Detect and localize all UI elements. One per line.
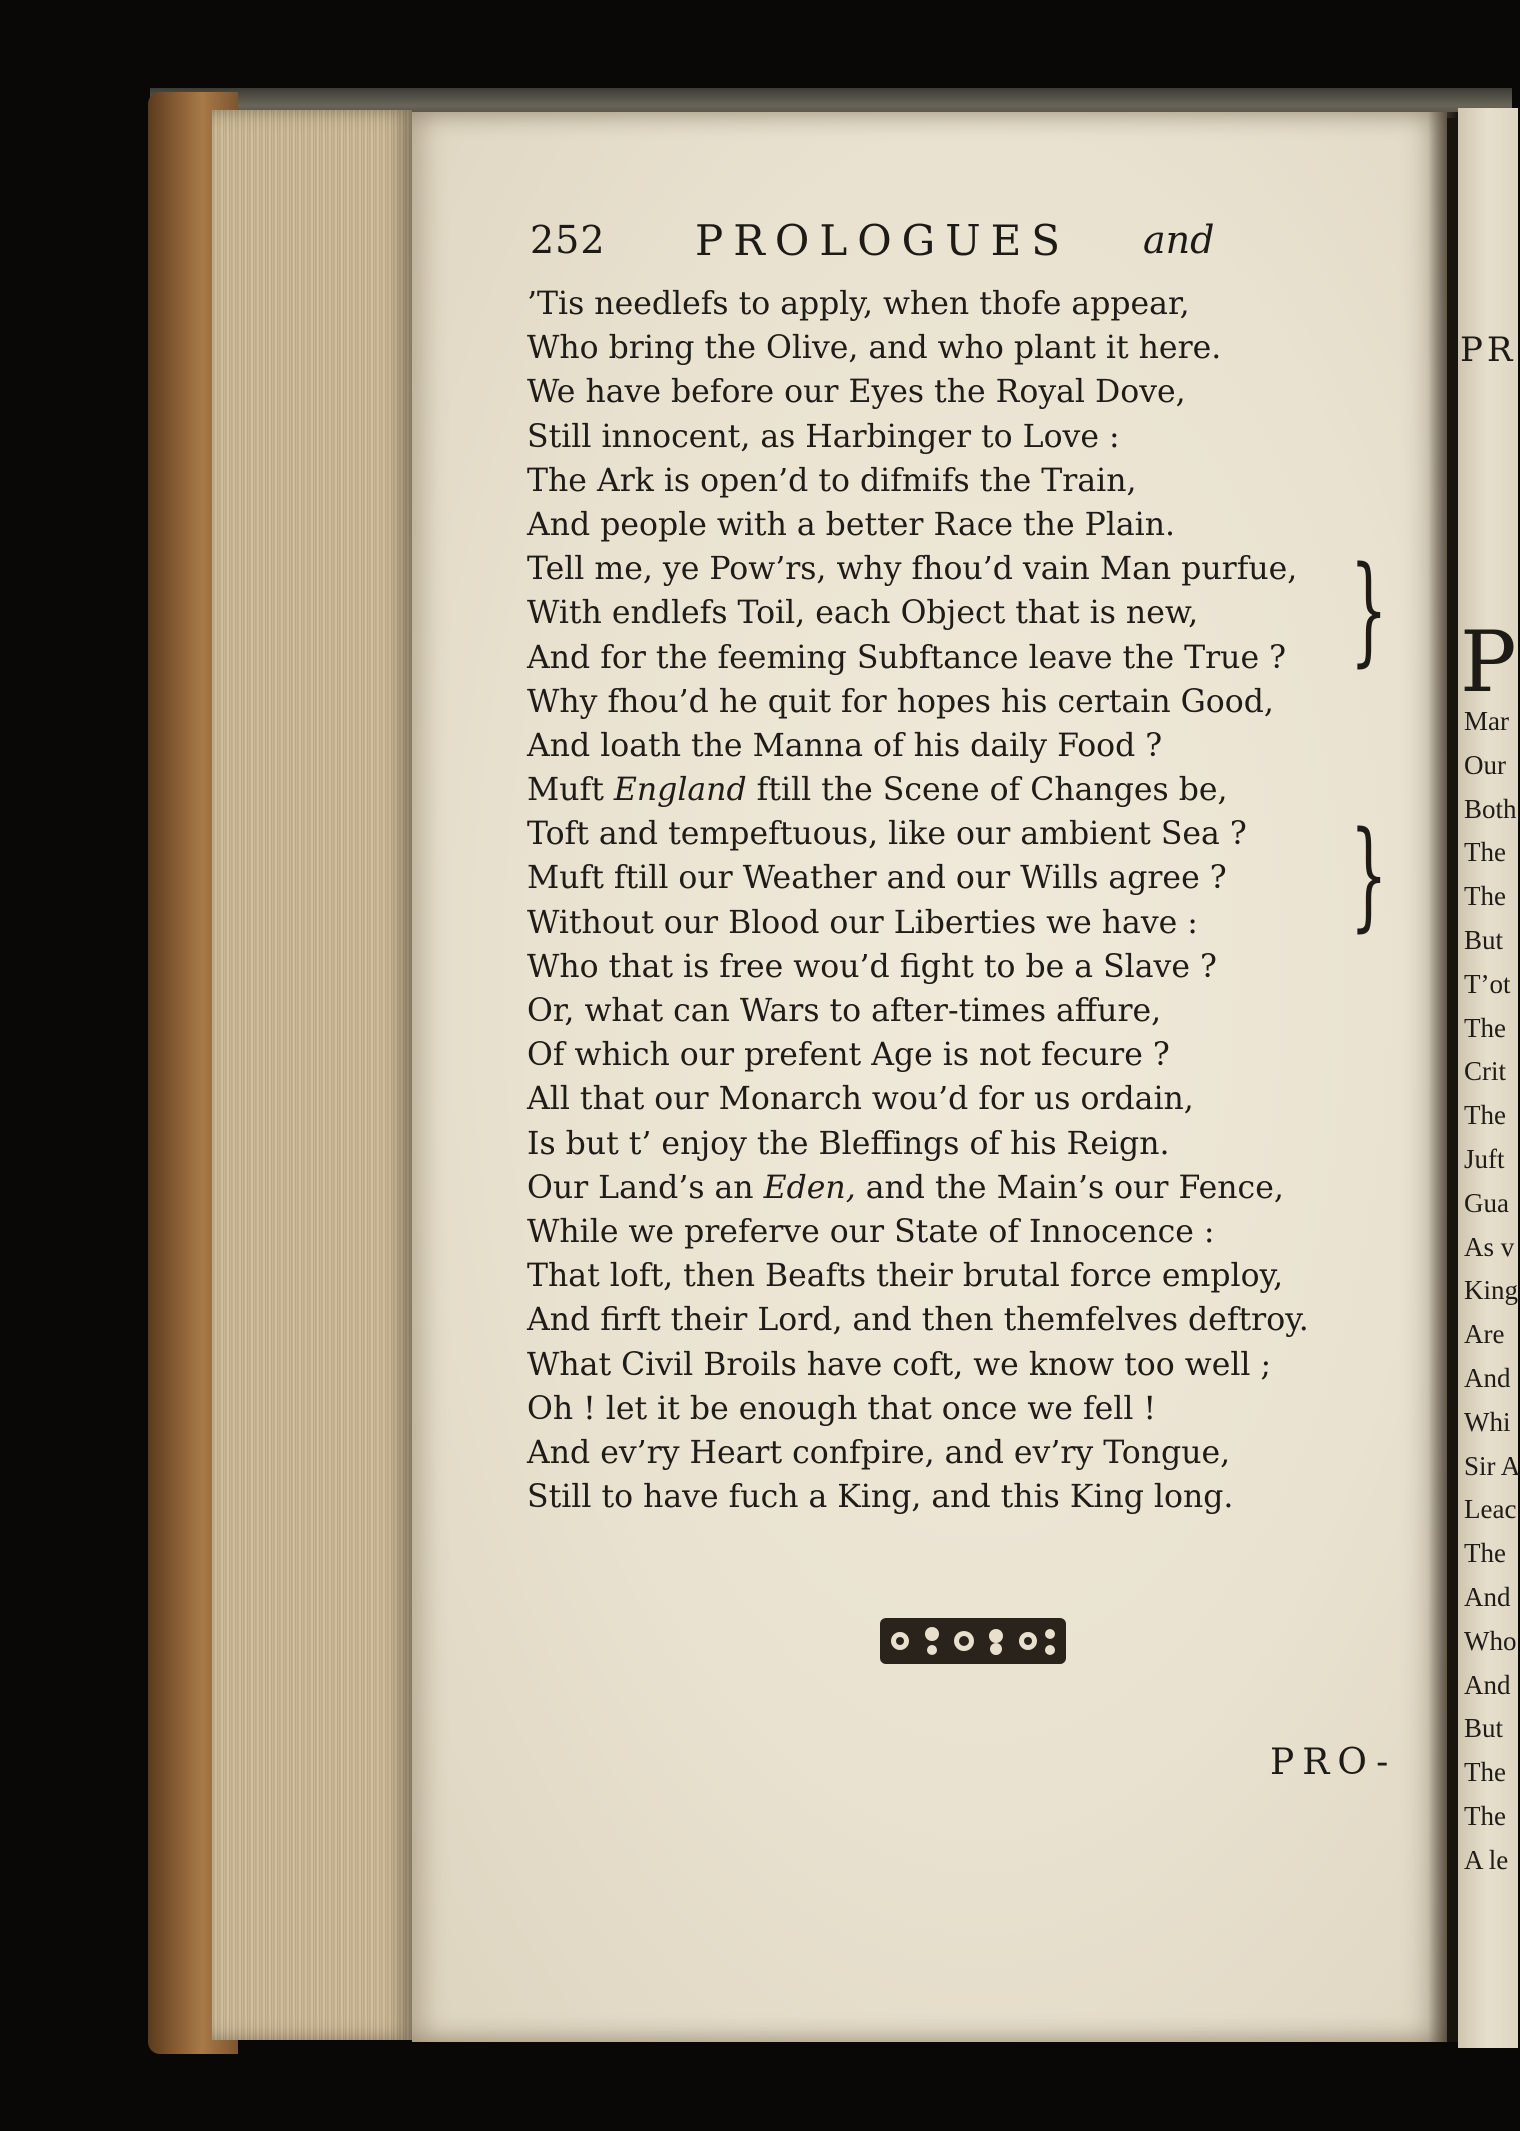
verse-line-text: Muft	[527, 772, 614, 809]
printers-ornament	[880, 1612, 1066, 1670]
next-page-line-starts	[1464, 700, 1520, 1883]
verse-line: And people with a better Race the Plain.	[527, 506, 1176, 543]
next-page-line-start: Juft	[1464, 1143, 1505, 1174]
verse-line: And loath the Manna of his daily Food ?	[527, 727, 1163, 764]
verse-line: Still to have fuch a King, and this King long.	[527, 1479, 1234, 1516]
next-page-line-start: King	[1464, 1275, 1518, 1306]
page-number: 252	[530, 218, 606, 262]
book-gutter	[1428, 112, 1458, 2042]
next-page-line-start: And	[1464, 1581, 1511, 1612]
verse-line: Still innocent, as Harbinger to Love :	[527, 418, 1120, 455]
running-title-italic: and	[1143, 218, 1215, 262]
next-page-line-start: The	[1464, 1100, 1506, 1131]
next-page-running-title: PR	[1460, 330, 1517, 370]
verse-line: All that our Monarch wou’d for us ordain,	[527, 1081, 1194, 1118]
next-page-line-start: Leac	[1464, 1494, 1517, 1525]
triplet-brace: }	[1350, 540, 1388, 678]
verse-line: Toft and tempeftuous, like our ambient Sea ?	[527, 816, 1247, 853]
next-page-line-start: The	[1464, 1757, 1506, 1788]
next-page-line-start: Our	[1464, 749, 1506, 780]
next-page-line-start: A le	[1464, 1844, 1509, 1875]
verse-line: ’Tis needlefs to apply, when thofe appear,	[527, 286, 1190, 322]
next-page-line-start: T’ot	[1464, 968, 1511, 999]
verse-line: And ev’ry Heart confpire, and ev’ry Tongue,	[527, 1434, 1231, 1471]
verse-line: Why fhou’d he quit for hopes his certain Good,	[527, 683, 1274, 720]
next-page-line-start: The	[1464, 881, 1506, 912]
next-page-line-start: Who	[1464, 1625, 1517, 1656]
verse-line: The Ark is open’d to difmifs the Train,	[527, 462, 1137, 499]
verse-line-text: ftill the Scene of Changes be,	[746, 772, 1228, 809]
verse-line: Without our Blood our Liberties we have :	[527, 904, 1198, 941]
catchword: PRO-	[1270, 1742, 1397, 1783]
verse-line: While we preferve our State of Innocence :	[527, 1213, 1215, 1250]
next-page-line-start: The	[1464, 1800, 1506, 1831]
next-page-line-start: Crit	[1464, 1056, 1507, 1087]
next-page-line-start: As v	[1464, 1231, 1515, 1262]
verse-line: Oh ! let it be enough that once we fell !	[527, 1390, 1157, 1427]
next-page-line-start: The	[1464, 1538, 1506, 1569]
next-page-line-start: Sir A	[1464, 1450, 1520, 1481]
verse-line: With endlefs Toil, each Object that is new,	[527, 595, 1199, 632]
right-page-fragment	[1458, 108, 1518, 2048]
verse-line: Who that is free wou’d fight to be a Slave ?	[527, 948, 1217, 985]
next-page-line-start: And	[1464, 1362, 1511, 1393]
verse-line-text: Our Land’s an	[527, 1169, 764, 1206]
next-page-line-start: Whi	[1464, 1406, 1511, 1437]
italic-proper-noun: England	[613, 772, 747, 809]
next-page-line-start: The	[1464, 837, 1506, 868]
verse-line: We have before our Eyes the Royal Dove,	[527, 374, 1186, 411]
verse-line: And firft their Lord, and then themfelves deftroy.	[527, 1302, 1309, 1339]
verse-line: Muft ftill our Weather and our Wills agree ?	[527, 860, 1227, 897]
next-page-drop-capital: P	[1460, 613, 1517, 711]
verse-line: Of which our prefent Age is not fecure ?	[527, 1037, 1170, 1074]
verse-line-text: and the Main’s our Fence,	[855, 1169, 1284, 1206]
next-page-line-start: Gua	[1464, 1187, 1509, 1218]
verse-line: And for the feeming Subftance leave the True ?	[527, 639, 1287, 676]
italic-proper-noun: Eden,	[763, 1169, 856, 1206]
next-page-line-start: But	[1464, 924, 1504, 955]
verse-line	[527, 768, 1327, 812]
next-page-line-start: The	[1464, 1012, 1506, 1043]
page-header	[530, 210, 1230, 280]
verse-line: Who bring the Olive, and who plant it here.	[527, 330, 1222, 367]
verse-line: What Civil Broils have coft, we know too well ;	[527, 1346, 1272, 1383]
triplet-brace: }	[1350, 805, 1388, 943]
verse-line: Is but t’ enjoy the Bleffings of his Reign.	[527, 1125, 1170, 1162]
next-page-line-start: Both	[1464, 793, 1517, 824]
next-page-line-start: But	[1464, 1713, 1504, 1744]
verse-line: Or, what can Wars to after-times affure,	[527, 993, 1162, 1029]
next-page-line-start: Are	[1464, 1319, 1505, 1350]
verse-line	[527, 1166, 1327, 1210]
verse-line: That loft, then Beafts their brutal force employ,	[527, 1258, 1284, 1295]
next-page-line-start: And	[1464, 1669, 1511, 1700]
running-title: PROLOGUES	[695, 216, 1071, 265]
page-edges	[212, 110, 412, 2040]
verse-text	[527, 282, 1327, 1519]
next-page-line-start: Mar	[1464, 706, 1509, 736]
verse-line: Tell me, ye Pow’rs, why fhou’d vain Man purfue,	[527, 551, 1298, 588]
